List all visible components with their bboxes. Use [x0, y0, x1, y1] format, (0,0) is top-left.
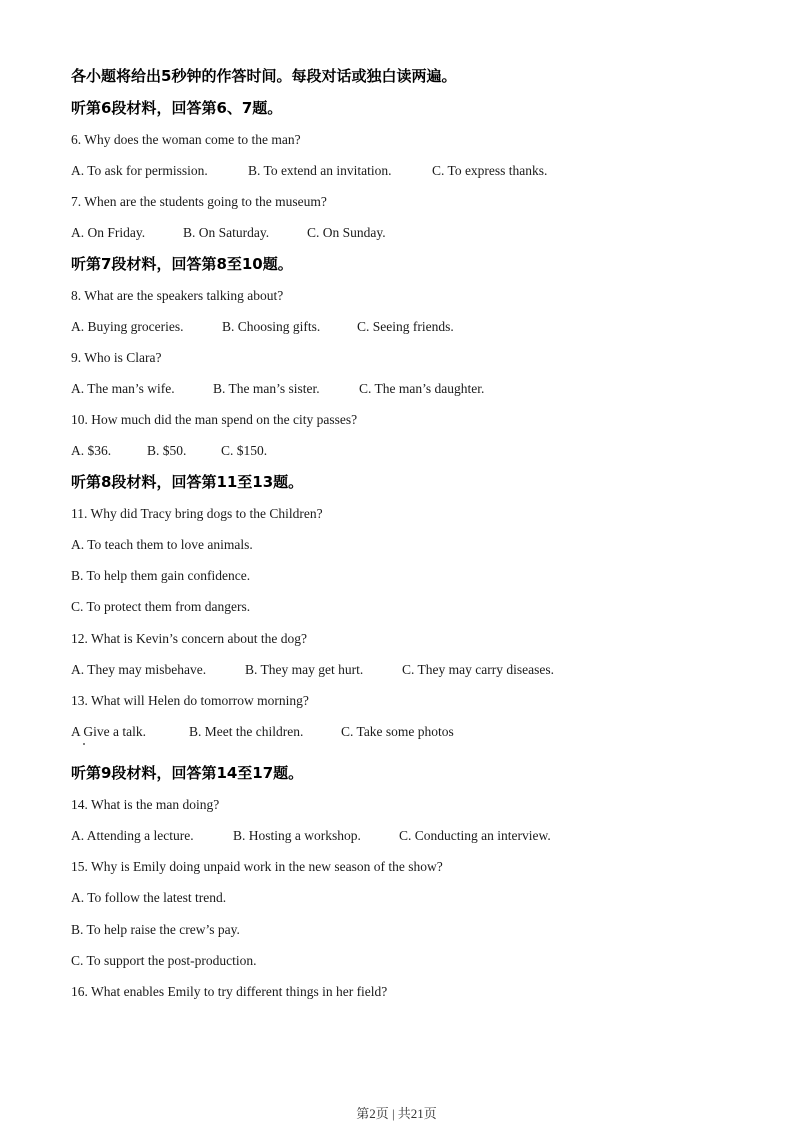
option: A. They may misbehave.: [71, 662, 207, 677]
option: A. To teach them to love animals.: [71, 537, 253, 552]
option: C. Seeing friends.: [357, 319, 454, 334]
option: C. They may carry diseases.: [402, 662, 554, 677]
option: B. Choosing gifts.: [222, 319, 321, 334]
intro-text: 各小题将给出5秒钟的作答时间。每段对话或独白读两遍。: [71, 67, 457, 85]
section-heading: 听第9段材料，回答第14至17题。: [71, 764, 304, 782]
question-text: 14. What is the man doing?: [71, 797, 220, 812]
option: A. $36.: [71, 443, 112, 458]
question-text: 9. Who is Clara?: [71, 350, 162, 365]
options-row: [71, 661, 554, 679]
option: B. $50.: [147, 443, 187, 458]
option: A. On Friday.: [71, 225, 146, 240]
option: C. $150.: [221, 443, 268, 458]
page-footer: 第2页 | 共21页: [356, 1106, 437, 1121]
option: C. To support the post-production.: [71, 953, 257, 968]
option: B. The man’s sister.: [213, 381, 320, 396]
question-text: 10. How much did the man spend on the city passes?: [71, 412, 358, 427]
question-text: 11. Why did Tracy bring dogs to the Children?: [71, 506, 323, 521]
option: A. Attending a lecture.: [71, 828, 194, 843]
option: B. They may get hurt.: [245, 662, 364, 677]
section-heading: 听第8段材料，回答第11至13题。: [71, 473, 304, 491]
question-text: 13. What will Helen do tomorrow morning?: [71, 693, 309, 708]
option: C. To protect them from dangers.: [71, 599, 251, 614]
option: B. Meet the children.: [189, 724, 304, 739]
options-row: [71, 380, 484, 398]
options-row: [71, 442, 267, 460]
option: B. To help raise the crew’s pay.: [71, 922, 240, 937]
question-text: 12. What is Kevin’s concern about the dog?: [71, 631, 307, 646]
option: B. On Saturday.: [183, 225, 270, 240]
question-text: 7. When are the students going to the museum?: [71, 194, 327, 209]
options-row: [71, 224, 386, 242]
options-row: [71, 318, 454, 336]
option: C. To express thanks.: [432, 163, 548, 178]
question-text: 15. Why is Emily doing unpaid work in the new season of the show?: [71, 859, 443, 874]
question-text: 16. What enables Emily to try different things in her field?: [71, 984, 388, 999]
option: C. On Sunday.: [307, 225, 386, 240]
option: A. To follow the latest trend.: [71, 890, 227, 905]
section-heading: 听第7段材料，回答第8至10题。: [71, 255, 293, 273]
option: B. To extend an invitation.: [248, 163, 392, 178]
question-text: 6. Why does the woman come to the man?: [71, 132, 301, 147]
option: A. Buying groceries.: [71, 319, 184, 334]
option: A. The man’s wife.: [71, 381, 175, 396]
option: C. The man’s daughter.: [359, 381, 485, 396]
option: A. To ask for permission.: [71, 163, 208, 178]
option: B. To help them gain confidence.: [71, 568, 251, 583]
section-heading: 听第6段材料，回答第6、7题。: [71, 99, 283, 117]
option: A Give a talk.: [71, 724, 146, 739]
options-row: [71, 723, 454, 741]
question-text: 8. What are the speakers talking about?: [71, 288, 284, 303]
options-row: [71, 162, 547, 180]
options-row: [71, 827, 551, 845]
stray-dot: [83, 743, 85, 745]
option: B. Hosting a workshop.: [233, 828, 361, 843]
option: C. Conducting an interview.: [399, 828, 551, 843]
option: C. Take some photos: [341, 724, 454, 739]
